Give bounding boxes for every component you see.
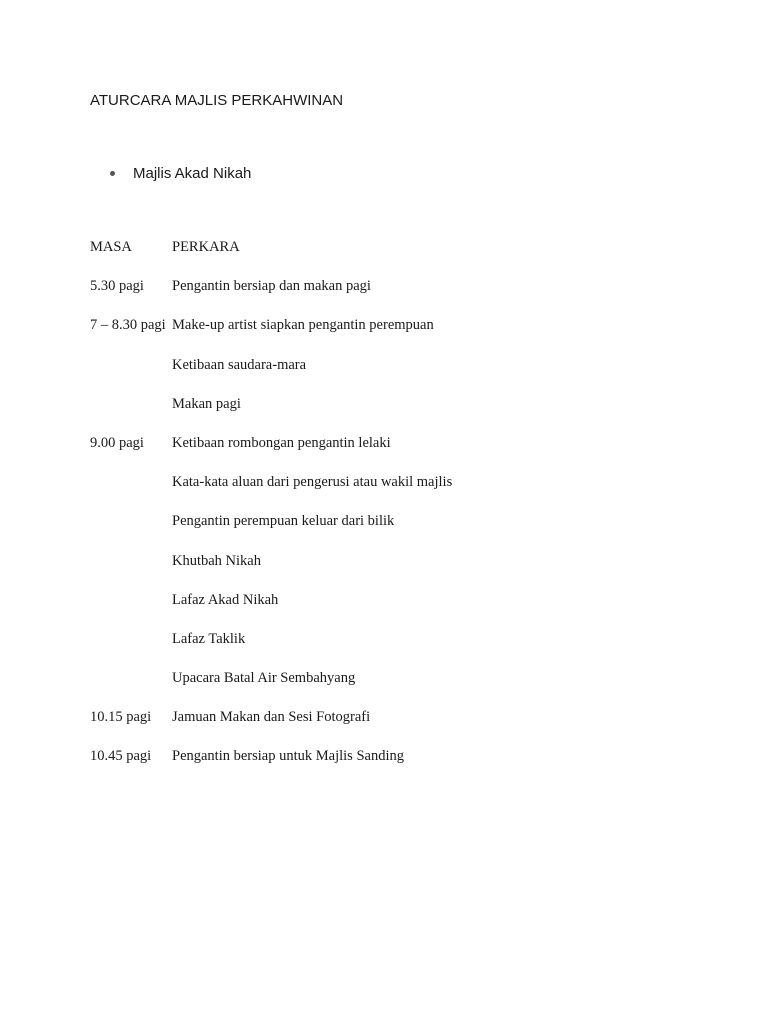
row-time: 9.00 pagi: [90, 434, 144, 451]
row-item: Ketibaan saudara-mara: [172, 356, 307, 373]
row-item: Jamuan Makan dan Sesi Fotografi: [172, 709, 371, 726]
document-title: ATURCARA MAJLIS PERKAHWINAN: [90, 92, 344, 109]
row-item: Lafaz Taklik: [172, 630, 246, 647]
row-item: Pengantin bersiap untuk Majlis Sanding: [172, 748, 404, 765]
header-time: MASA: [90, 239, 132, 255]
row-time: 7 – 8.30 pagi: [90, 317, 166, 334]
row-item: Makan pagi: [172, 395, 241, 412]
row-item: Khutbah Nikah: [172, 552, 261, 569]
row-time: 5.30 pagi: [90, 278, 144, 295]
row-time: 10.15 pagi: [90, 709, 152, 726]
section-bullet: [110, 165, 251, 182]
row-time: 10.45 pagi: [90, 748, 152, 765]
header-item: PERKARA: [172, 239, 240, 255]
section-bullet-label: Majlis Akad Nikah: [133, 165, 252, 182]
row-item: Upacara Batal Air Sembahyang: [172, 670, 356, 687]
row-item: Pengantin bersiap dan makan pagi: [172, 278, 371, 295]
row-item: Lafaz Akad Nikah: [172, 591, 279, 608]
row-item: Ketibaan rombongan pengantin lelaki: [172, 434, 391, 451]
row-item: Pengantin perempuan keluar dari bilik: [172, 513, 395, 530]
row-item: Kata-kata aluan dari pengerusi atau wakil majlis: [172, 474, 453, 491]
bullet-icon: [110, 171, 115, 176]
row-item: Make-up artist siapkan pengantin perempuan: [172, 317, 434, 334]
